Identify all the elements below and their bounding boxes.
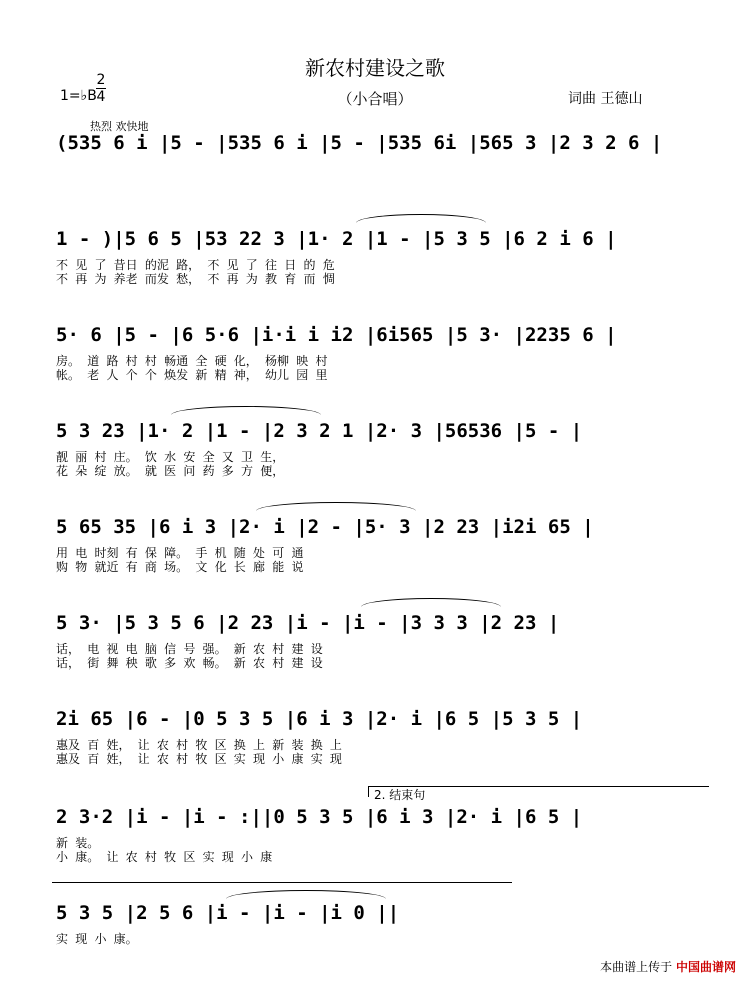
volta-label: 2. 结束句 [374, 788, 426, 802]
meter-bottom: 4 [96, 89, 106, 105]
system-6 [56, 612, 706, 672]
slur [256, 502, 416, 511]
system-9 [56, 902, 706, 952]
system-1 [56, 132, 706, 192]
credit: 词曲 王德山 [568, 91, 643, 107]
lyrics-verse-1: 新 装。 [56, 836, 100, 850]
notes: 5 3 23 |1· 2 |1 - |2 3 2 1 |2· 3 |56536 |5 - | [56, 420, 583, 442]
footer [600, 958, 736, 975]
lyrics-verse-1: 实 现 小 康。 [56, 932, 138, 946]
notes: (535 6 i |5 - |535 6 i |5 - |535 6i |565 3 |2 3 2 6 | [56, 132, 663, 154]
slur [171, 406, 321, 415]
key-signature: 1=♭B [60, 88, 97, 104]
notes: 5 3 5 |2 5 6 |i - |i - |i 0 || [56, 902, 400, 924]
subtitle: （小合唱） [337, 90, 413, 108]
lyrics-verse-2: 不 再 为 养老 而发 愁， 不 再 为 教 育 而 惆 [56, 272, 335, 286]
site-logo[interactable]: 中国曲谱网 [675, 960, 736, 974]
lyrics-verse-1: 靓 丽 村 庄。 饮 水 安 全 又 卫 生， [56, 450, 285, 464]
notes: 2i 65 |6 - |0 5 3 5 |6 i 3 |2· i |6 5 |5 3 5 | [56, 708, 583, 730]
notes: 5· 6 |5 - |6 5·6 |i·i i i2 |6i565 |5 3· |2235 6 | [56, 324, 617, 346]
notes: 1 - )|5 6 5 |53 22 3 |1· 2 |1 - |5 3 5 |6 2 i 6 | [56, 228, 617, 250]
notes: 5 3· |5 3 5 6 |2 23 |i - |i - |3 3 3 |2 23 | [56, 612, 560, 634]
lyrics-verse-2: 花 朵 绽 放。 就 医 问 药 多 方 便， [56, 464, 285, 478]
page-title: 新农村建设之歌 [305, 56, 445, 80]
lyrics-verse-1: 用 电 时刻 有 保 障。 手 机 随 处 可 通 [56, 546, 304, 560]
lyrics-verse-1: 惠及 百 姓， 让 农 村 牧 区 换 上 新 装 换 上 [56, 738, 342, 752]
slur [356, 214, 486, 223]
system-7 [56, 708, 706, 768]
slur [361, 598, 501, 607]
upload-label: 本曲谱上传于 [600, 960, 673, 974]
lyrics-verse-2: 购 物 就近 有 商 场。 文 化 长 廊 能 说 [56, 560, 304, 574]
lyrics-verse-1: 话， 电 视 电 脑 信 号 强。 新 农 村 建 设 [56, 642, 323, 656]
notes: 2 3·2 |i - |i - :||0 5 3 5 |6 i 3 |2· i |6 5 | [56, 806, 583, 828]
lyrics-verse-1: 房。 道 路 村 村 畅通 全 硬 化， 杨柳 映 村 [56, 354, 328, 368]
lyrics-verse-2: 话， 街 舞 秧 歌 多 欢 畅。 新 农 村 建 设 [56, 656, 323, 670]
lyrics-verse-2: 小 康。 让 农 村 牧 区 实 现 小 康 [56, 850, 273, 864]
system-5 [56, 516, 706, 576]
meter-top: 2 [96, 72, 106, 88]
notes: 5 65 35 |6 i 3 |2· i |2 - |5· 3 |2 23 |i2i 65 | [56, 516, 594, 538]
lyrics-verse-2: 惠及 百 姓， 让 农 村 牧 区 实 现 小 康 实 现 [56, 752, 342, 766]
lyrics-verse-2: 帐。 老 人 个 个 焕发 新 精 神， 幼儿 园 里 [56, 368, 328, 382]
system-3 [56, 324, 706, 384]
time-signature [96, 72, 106, 105]
tempo-marking: 热烈 欢快地 [90, 120, 149, 133]
system-8 [56, 788, 706, 866]
system-2 [56, 228, 706, 288]
system-4 [56, 420, 706, 480]
lyrics-verse-1: 不 见 了 昔日 的泥 路， 不 见 了 往 日 的 危 [56, 258, 335, 272]
